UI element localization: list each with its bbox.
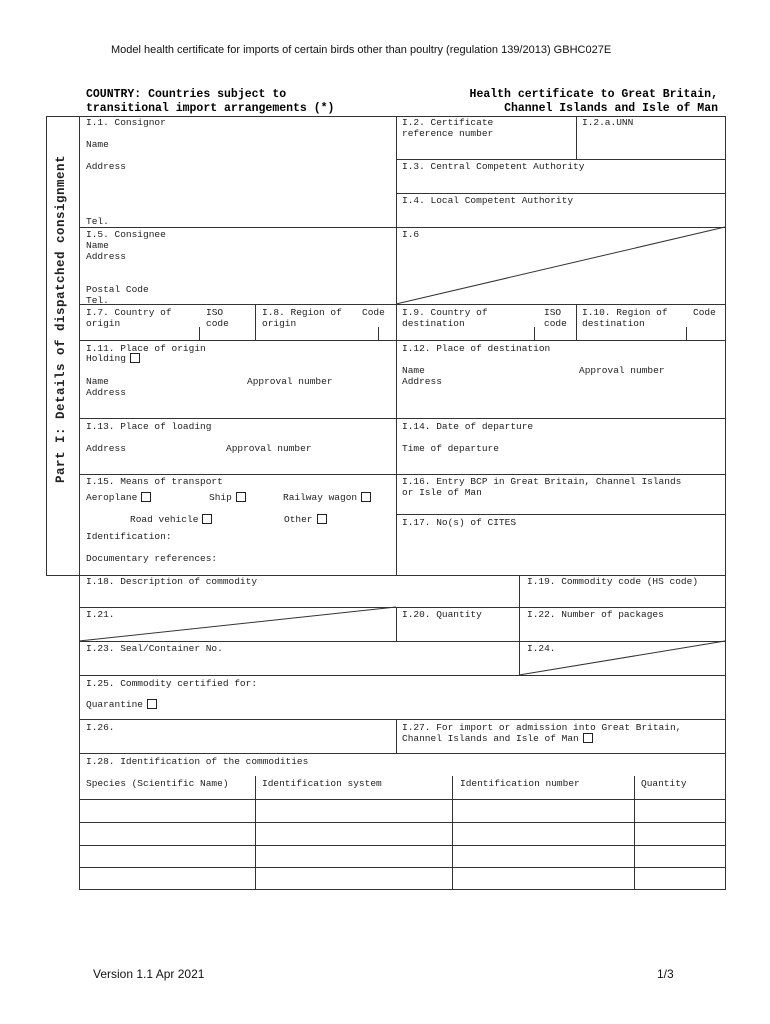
i11-label: I.11. Place of origin <box>86 343 206 354</box>
i16-label-line2: or Isle of Man <box>402 487 482 498</box>
page-header: Model health certificate for imports of certain birds other than poultry (regulation 139/2013) GBHC027E <box>111 44 612 56</box>
i22-label: I.22. Number of packages <box>527 609 664 620</box>
i5-address-label: Address <box>86 251 126 262</box>
i28-label: I.28. Identification of the commodities <box>86 756 309 767</box>
i8-code-label: Code <box>362 307 385 318</box>
i1-tel-label: Tel. <box>86 216 109 227</box>
i1-label: I.1. Consignor <box>86 117 166 128</box>
i25-label: I.25. Commodity certified for: <box>86 678 258 689</box>
quarantine-checkbox[interactable] <box>147 699 157 709</box>
road-vehicle-label: Road vehicle <box>130 514 199 525</box>
i7-iso-label-line2: code <box>206 318 229 329</box>
i15-label: I.15. Means of transport <box>86 476 223 487</box>
i26-label: I.26. <box>86 722 115 733</box>
other-checkbox[interactable] <box>317 514 327 524</box>
i10-code-label: Code <box>693 307 716 318</box>
i11-holding-row <box>86 353 140 364</box>
column-header-identification-number: Identification number <box>460 778 580 789</box>
i16-label-line1: I.16. Entry BCP in Great Britain, Channel Islands <box>402 476 682 487</box>
footer-page-number: 1/3 <box>657 967 674 981</box>
i12-name-label: Name <box>402 365 425 376</box>
i11-approval-label: Approval number <box>247 376 333 387</box>
i17-label: I.17. No(s) of CITES <box>402 517 517 528</box>
i13-address-label: Address <box>86 443 126 454</box>
country-title-line2: transitional import arrangements (*) <box>86 102 335 115</box>
i4-label: I.4. Local Competent Authority <box>402 195 574 206</box>
i2-label-line1: I.2. Certificate <box>402 117 494 128</box>
i5-tel-label: Tel. <box>86 295 109 306</box>
ship-option <box>209 492 246 503</box>
ship-checkbox[interactable] <box>236 492 246 502</box>
railway-label: Railway wagon <box>283 492 358 503</box>
holding-checkbox[interactable] <box>130 353 140 363</box>
i23-label: I.23. Seal/Container No. <box>86 643 223 654</box>
i7-label-line1: I.7. Country of <box>86 307 172 318</box>
i12-label: I.12. Place of destination <box>402 343 551 354</box>
i27-label-line2: Channel Islands and Isle of Man <box>402 733 579 744</box>
certificate-title-line1: Health certificate to Great Britain, <box>469 88 718 101</box>
column-header-quantity: Quantity <box>641 778 687 789</box>
i2a-label: I.2.a.UNN <box>582 117 634 128</box>
i12-address-label: Address <box>402 376 442 387</box>
i6-diagonal-line <box>396 227 726 305</box>
aeroplane-checkbox[interactable] <box>141 492 151 502</box>
i21-diagonal-line <box>79 607 397 642</box>
i7-iso-label-line1: ISO <box>206 307 224 318</box>
i14-label: I.14. Date of departure <box>402 421 534 432</box>
other-label: Other <box>284 514 313 525</box>
i27-label-line1: I.27. For import or admission into Great Britain, <box>402 722 682 733</box>
i9-iso-label-line2: code <box>544 318 567 329</box>
railway-option <box>283 492 371 503</box>
i11-address-label: Address <box>86 387 126 398</box>
i19-label: I.19. Commodity code (HS code) <box>527 576 699 587</box>
certificate-title-line2: Channel Islands and Isle of Man <box>504 102 718 115</box>
ship-label: Ship <box>209 492 232 503</box>
part-one-side-label: Part I: Details of dispatched consignment <box>54 154 68 483</box>
i3-label: I.3. Central Competent Authority <box>402 161 585 172</box>
quarantine-label: Quarantine <box>86 699 144 710</box>
i9-iso-label-line1: ISO <box>544 307 562 318</box>
railway-checkbox[interactable] <box>361 492 371 502</box>
road-vehicle-option <box>130 514 212 525</box>
i10-label-line2: destination <box>582 318 645 329</box>
i8-label-line2: origin <box>262 318 297 329</box>
country-title-line1: COUNTRY: Countries subject to <box>86 88 287 101</box>
i11-name-label: Name <box>86 376 109 387</box>
i15-identification-label: Identification: <box>86 531 172 542</box>
column-header-identification-system: Identification system <box>262 778 382 789</box>
i20-label: I.20. Quantity <box>402 609 482 620</box>
i1-name-label: Name <box>86 139 109 150</box>
quarantine-option <box>86 699 157 710</box>
i2-label-line2: reference number <box>402 128 494 139</box>
i9-label-line2: destination <box>402 318 465 329</box>
i5-postal-label: Postal Code <box>86 284 149 295</box>
i27-option <box>402 733 593 744</box>
i13-approval-label: Approval number <box>226 443 312 454</box>
i21-label: I.21. <box>86 609 115 620</box>
i14-time-label: Time of departure <box>402 443 499 454</box>
i24-label: I.24. <box>527 643 556 654</box>
i13-label: I.13. Place of loading <box>86 421 212 432</box>
aeroplane-option <box>86 492 151 503</box>
i18-label: I.18. Description of commodity <box>86 576 258 587</box>
i6-label: I.6 <box>402 229 420 240</box>
footer-version: Version 1.1 Apr 2021 <box>93 967 205 981</box>
i5-name-label: Name <box>86 240 109 251</box>
road-vehicle-checkbox[interactable] <box>202 514 212 524</box>
column-header-species: Species (Scientific Name) <box>86 778 229 789</box>
i27-checkbox[interactable] <box>583 733 593 743</box>
i12-approval-label: Approval number <box>579 365 665 376</box>
aeroplane-label: Aeroplane <box>86 492 138 503</box>
i5-label: I.5. Consignee <box>86 229 166 240</box>
i15-documentary-label: Documentary references: <box>86 553 218 564</box>
i1-address-label: Address <box>86 161 126 172</box>
i10-label-line1: I.10. Region of <box>582 307 668 318</box>
i7-label-line2: origin <box>86 318 121 329</box>
other-option <box>284 514 327 525</box>
i9-label-line1: I.9. Country of <box>402 307 488 318</box>
i8-label-line1: I.8. Region of <box>262 307 342 318</box>
i11-holding-label: Holding <box>86 353 126 364</box>
